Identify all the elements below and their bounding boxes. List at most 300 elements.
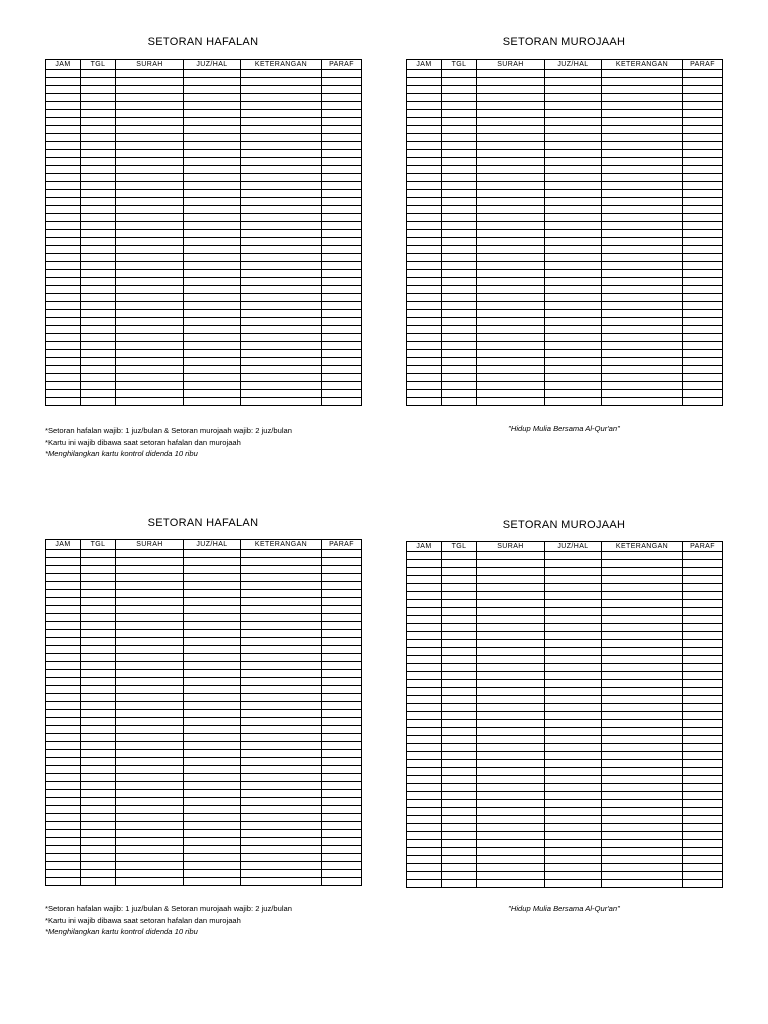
table-cell — [241, 342, 322, 350]
table-cell — [184, 190, 241, 198]
table-cell — [545, 688, 602, 696]
table-cell — [241, 254, 322, 262]
table-row — [407, 624, 723, 632]
table-cell — [116, 70, 184, 78]
table-cell — [602, 632, 683, 640]
table-cell — [407, 350, 442, 358]
table-row — [46, 606, 362, 614]
table-cell — [602, 254, 683, 262]
table-cell — [241, 670, 322, 678]
table-cell — [184, 566, 241, 574]
table-cell — [407, 584, 442, 592]
table-cell — [602, 696, 683, 704]
table-cell — [442, 294, 477, 302]
table-cell — [545, 118, 602, 126]
table-cell — [46, 86, 81, 94]
table-cell — [241, 94, 322, 102]
table-cell — [322, 854, 362, 862]
table-cell — [81, 350, 116, 358]
table-cell — [81, 150, 116, 158]
table-cell — [184, 830, 241, 838]
table-cell — [683, 800, 723, 808]
table-cell — [477, 656, 545, 664]
table-cell — [46, 190, 81, 198]
table-cell — [184, 550, 241, 558]
table-cell — [81, 230, 116, 238]
table-cell — [602, 214, 683, 222]
table-cell — [46, 286, 81, 294]
table-cell — [477, 198, 545, 206]
table-cell — [184, 310, 241, 318]
table-row — [46, 318, 362, 326]
table-cell — [477, 214, 545, 222]
table-cell — [241, 334, 322, 342]
table-cell — [322, 334, 362, 342]
table-cell — [184, 390, 241, 398]
table-row — [407, 390, 723, 398]
table-row — [407, 326, 723, 334]
card-2-hafalan-table — [45, 539, 362, 886]
table-cell — [442, 776, 477, 784]
table-cell — [116, 382, 184, 390]
table-cell — [442, 230, 477, 238]
table-cell — [683, 198, 723, 206]
table-cell — [442, 752, 477, 760]
table-cell — [241, 814, 322, 822]
table-cell — [81, 838, 116, 846]
table-cell — [602, 366, 683, 374]
table-cell — [683, 294, 723, 302]
table-cell — [477, 246, 545, 254]
table-cell — [407, 840, 442, 848]
table-cell — [602, 576, 683, 584]
table-cell — [442, 840, 477, 848]
table-cell — [477, 118, 545, 126]
table-cell — [241, 166, 322, 174]
table-cell — [81, 726, 116, 734]
table-row — [407, 182, 723, 190]
table-cell — [322, 198, 362, 206]
table-cell — [184, 678, 241, 686]
table-row — [407, 358, 723, 366]
table-cell — [545, 262, 602, 270]
table-row — [46, 86, 362, 94]
table-cell — [407, 174, 442, 182]
column-header-jam: JAM — [407, 60, 442, 70]
table-cell — [442, 856, 477, 864]
table-cell — [184, 654, 241, 662]
table-row — [407, 760, 723, 768]
table-cell — [184, 638, 241, 646]
table-cell — [442, 696, 477, 704]
table-cell — [184, 182, 241, 190]
table-cell — [683, 616, 723, 624]
table-cell — [184, 758, 241, 766]
table-cell — [477, 696, 545, 704]
table-cell — [545, 672, 602, 680]
table-cell — [322, 598, 362, 606]
table-cell — [442, 262, 477, 270]
table-cell — [683, 230, 723, 238]
table-cell — [602, 166, 683, 174]
table-cell — [407, 334, 442, 342]
table-cell — [46, 150, 81, 158]
table-cell — [46, 246, 81, 254]
table-cell — [184, 854, 241, 862]
table-cell — [477, 768, 545, 776]
table-cell — [477, 86, 545, 94]
table-cell — [477, 808, 545, 816]
table-cell — [116, 142, 184, 150]
table-cell — [545, 656, 602, 664]
table-cell — [241, 694, 322, 702]
table-cell — [407, 728, 442, 736]
table-row — [46, 870, 362, 878]
table-cell — [477, 752, 545, 760]
table-cell — [477, 576, 545, 584]
table-cell — [683, 310, 723, 318]
table-cell — [184, 206, 241, 214]
table-row — [407, 166, 723, 174]
table-row — [46, 310, 362, 318]
table-cell — [442, 334, 477, 342]
table-cell — [81, 686, 116, 694]
table-cell — [241, 838, 322, 846]
table-cell — [81, 126, 116, 134]
table-cell — [407, 318, 442, 326]
table-row — [46, 582, 362, 590]
table-cell — [477, 616, 545, 624]
table-cell — [442, 318, 477, 326]
table-cell — [602, 816, 683, 824]
table-cell — [545, 110, 602, 118]
table-cell — [46, 582, 81, 590]
table-cell — [46, 694, 81, 702]
table-cell — [407, 166, 442, 174]
table-cell — [116, 86, 184, 94]
table-cell — [602, 326, 683, 334]
column-header-juz-hal: JUZ/HAL — [184, 60, 241, 70]
table-cell — [322, 262, 362, 270]
table-row — [407, 824, 723, 832]
table-cell — [241, 630, 322, 638]
table-cell — [442, 600, 477, 608]
table-row — [46, 766, 362, 774]
table-cell — [116, 654, 184, 662]
table-cell — [184, 734, 241, 742]
table-cell — [184, 398, 241, 406]
table-cell — [442, 174, 477, 182]
table-cell — [81, 862, 116, 870]
table-cell — [241, 638, 322, 646]
table-cell — [46, 822, 81, 830]
table-cell — [442, 310, 477, 318]
table-cell — [322, 830, 362, 838]
table-row — [407, 222, 723, 230]
table-cell — [46, 126, 81, 134]
table-row — [46, 670, 362, 678]
table-cell — [477, 736, 545, 744]
table-cell — [184, 846, 241, 854]
column-header-jam: JAM — [46, 60, 81, 70]
table-cell — [683, 824, 723, 832]
table-cell — [407, 142, 442, 150]
table-row — [407, 616, 723, 624]
table-cell — [602, 592, 683, 600]
table-row — [407, 334, 723, 342]
column-header-tgl: TGL — [442, 542, 477, 552]
table-cell — [322, 798, 362, 806]
table-cell — [81, 302, 116, 310]
table-row — [407, 110, 723, 118]
table-cell — [683, 720, 723, 728]
table-cell — [683, 182, 723, 190]
table-cell — [545, 840, 602, 848]
table-cell — [46, 222, 81, 230]
table-cell — [477, 848, 545, 856]
table-row — [407, 214, 723, 222]
table-cell — [241, 854, 322, 862]
table-cell — [683, 848, 723, 856]
table-cell — [683, 126, 723, 134]
table-cell — [407, 680, 442, 688]
table-cell — [81, 118, 116, 126]
table-row — [46, 646, 362, 654]
table-cell — [322, 806, 362, 814]
table-cell — [477, 840, 545, 848]
table-cell — [184, 238, 241, 246]
table-cell — [116, 870, 184, 878]
table-cell — [46, 734, 81, 742]
table-row — [407, 134, 723, 142]
table-cell — [322, 390, 362, 398]
table-cell — [442, 254, 477, 262]
table-cell — [683, 864, 723, 872]
table-cell — [116, 238, 184, 246]
table-cell — [81, 574, 116, 582]
table-cell — [81, 342, 116, 350]
table-row — [407, 366, 723, 374]
table-row — [407, 118, 723, 126]
table-cell — [116, 590, 184, 598]
table-cell — [683, 552, 723, 560]
table-cell — [322, 382, 362, 390]
table-cell — [241, 318, 322, 326]
table-cell — [545, 270, 602, 278]
table-cell — [322, 686, 362, 694]
table-cell — [602, 688, 683, 696]
table-cell — [322, 878, 362, 886]
table-row — [407, 848, 723, 856]
table-cell — [241, 758, 322, 766]
table-cell — [116, 598, 184, 606]
table-row — [407, 648, 723, 656]
table-row — [46, 78, 362, 86]
table-cell — [322, 622, 362, 630]
table-cell — [241, 294, 322, 302]
table-cell — [407, 832, 442, 840]
table-row — [407, 704, 723, 712]
table-cell — [602, 792, 683, 800]
table-cell — [545, 824, 602, 832]
table-cell — [116, 822, 184, 830]
table-cell — [602, 848, 683, 856]
table-cell — [683, 382, 723, 390]
table-cell — [602, 704, 683, 712]
table-row — [46, 782, 362, 790]
table-cell — [322, 294, 362, 302]
table-cell — [322, 734, 362, 742]
table-cell — [407, 286, 442, 294]
table-cell — [602, 110, 683, 118]
table-cell — [46, 830, 81, 838]
table-cell — [116, 734, 184, 742]
table-cell — [81, 214, 116, 222]
table-cell — [116, 158, 184, 166]
table-cell — [477, 648, 545, 656]
table-cell — [545, 310, 602, 318]
table-cell — [322, 726, 362, 734]
table-cell — [477, 310, 545, 318]
table-row — [407, 560, 723, 568]
table-row — [46, 574, 362, 582]
column-header-tgl: TGL — [81, 540, 116, 550]
table-row — [407, 382, 723, 390]
table-cell — [602, 318, 683, 326]
table-cell — [602, 856, 683, 864]
table-cell — [81, 158, 116, 166]
table-cell — [81, 630, 116, 638]
table-cell — [241, 574, 322, 582]
table-row — [407, 664, 723, 672]
table-cell — [545, 608, 602, 616]
table-cell — [683, 342, 723, 350]
table-row — [46, 806, 362, 814]
table-cell — [545, 358, 602, 366]
table-cell — [81, 286, 116, 294]
table-cell — [184, 814, 241, 822]
table-cell — [602, 198, 683, 206]
table-cell — [241, 78, 322, 86]
table-cell — [602, 222, 683, 230]
table-cell — [184, 558, 241, 566]
table-cell — [46, 638, 81, 646]
table-cell — [81, 822, 116, 830]
table-cell — [81, 190, 116, 198]
table-cell — [407, 576, 442, 584]
table-cell — [683, 150, 723, 158]
table-cell — [46, 790, 81, 798]
table-cell — [442, 568, 477, 576]
table-cell — [46, 686, 81, 694]
table-cell — [81, 734, 116, 742]
table-cell — [322, 286, 362, 294]
table-row — [46, 814, 362, 822]
table-cell — [602, 278, 683, 286]
table-row — [46, 166, 362, 174]
table-cell — [683, 142, 723, 150]
table-cell — [81, 270, 116, 278]
table-cell — [602, 358, 683, 366]
table-row — [46, 302, 362, 310]
table-cell — [184, 278, 241, 286]
table-cell — [683, 632, 723, 640]
table-cell — [407, 792, 442, 800]
table-cell — [116, 78, 184, 86]
table-cell — [322, 550, 362, 558]
table-row — [46, 710, 362, 718]
table-cell — [602, 744, 683, 752]
table-cell — [545, 254, 602, 262]
table-cell — [545, 398, 602, 406]
table-cell — [116, 678, 184, 686]
table-cell — [602, 158, 683, 166]
table-cell — [477, 334, 545, 342]
table-row — [46, 246, 362, 254]
table-row — [407, 632, 723, 640]
table-cell — [407, 358, 442, 366]
table-cell — [602, 270, 683, 278]
table-cell — [116, 838, 184, 846]
table-cell — [81, 590, 116, 598]
table-cell — [545, 624, 602, 632]
table-cell — [477, 222, 545, 230]
table-cell — [241, 766, 322, 774]
table-cell — [116, 702, 184, 710]
table-cell — [322, 246, 362, 254]
table-row — [46, 398, 362, 406]
table-cell — [477, 374, 545, 382]
table-cell — [46, 774, 81, 782]
table-cell — [442, 720, 477, 728]
table-cell — [683, 664, 723, 672]
table-row — [407, 856, 723, 864]
table-cell — [602, 864, 683, 872]
table-cell — [322, 742, 362, 750]
table-cell — [184, 790, 241, 798]
table-cell — [545, 318, 602, 326]
table-cell — [442, 246, 477, 254]
table-cell — [46, 110, 81, 118]
table-row — [407, 270, 723, 278]
table-row — [46, 830, 362, 838]
table-cell — [322, 582, 362, 590]
table-cell — [81, 742, 116, 750]
table-cell — [81, 94, 116, 102]
table-row — [46, 862, 362, 870]
table-cell — [442, 270, 477, 278]
table-cell — [602, 150, 683, 158]
column-header-surah: SURAH — [116, 540, 184, 550]
table-cell — [683, 254, 723, 262]
table-cell — [602, 560, 683, 568]
table-cell — [545, 576, 602, 584]
table-cell — [116, 350, 184, 358]
table-cell — [683, 600, 723, 608]
table-cell — [184, 622, 241, 630]
table-cell — [477, 776, 545, 784]
table-cell — [407, 736, 442, 744]
table-cell — [477, 720, 545, 728]
card-2-hafalan-title: SETORAN HAFALAN — [147, 517, 259, 529]
table-cell — [602, 760, 683, 768]
table-cell — [184, 606, 241, 614]
table-cell — [407, 294, 442, 302]
table-row — [46, 262, 362, 270]
table-cell — [241, 662, 322, 670]
table-cell — [241, 190, 322, 198]
table-row — [407, 310, 723, 318]
